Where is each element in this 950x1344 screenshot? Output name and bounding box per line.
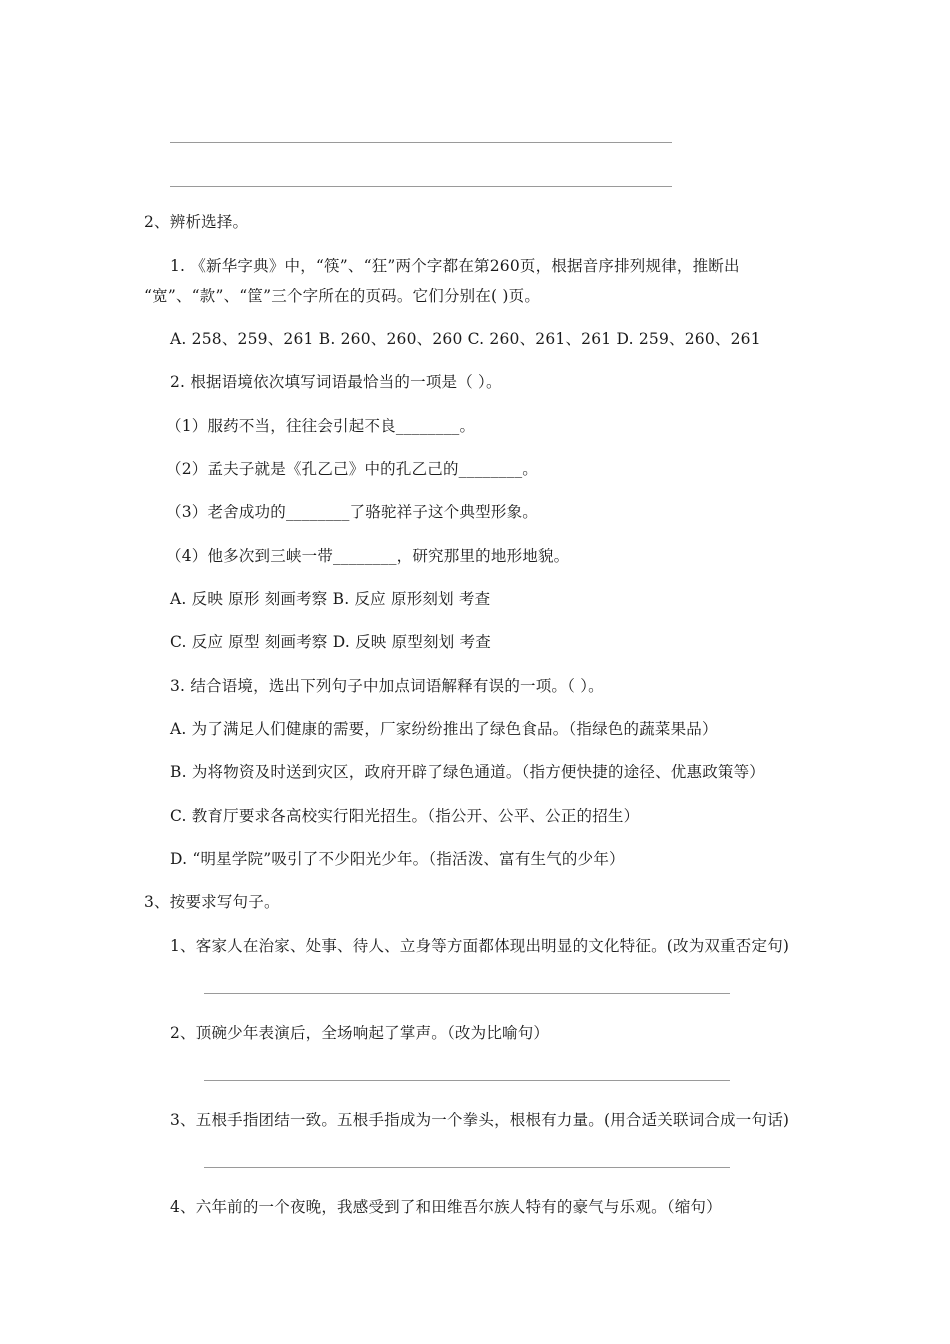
q2-item-3: （3）老舍成功的________了骆驼祥子这个典型形象。 bbox=[166, 503, 538, 521]
q3-option-d: D. “明星学院”吸引了不少阳光少年。（指活泼、富有生气的少年） bbox=[170, 850, 625, 868]
section-2-heading: 2、辨析选择。 bbox=[144, 213, 249, 231]
q1-line2: “宽”、“款”、“筐”三个字所在的页码。它们分别在( )页。 bbox=[144, 287, 541, 305]
section-3-heading: 3、按要求写句子。 bbox=[144, 893, 280, 911]
s3-item-1: 1、客家人在治家、处事、待人、立身等方面都体现出明显的文化特征。(改为双重否定句) bbox=[170, 937, 790, 955]
s3-answer-line-1[interactable] bbox=[204, 993, 730, 994]
s3-item-2: 2、顶碗少年表演后，全场响起了掌声。（改为比喻句） bbox=[170, 1024, 550, 1042]
q1-line1: 1. 《新华字典》中，“筷”、“狂”两个字都在第260页，根据音序排列规律，推断出 bbox=[170, 257, 740, 275]
q3-stem: 3. 结合语境，选出下列句子中加点词语解释有误的一项。（ ）。 bbox=[170, 677, 604, 695]
s3-item-4: 4、六年前的一个夜晚，我感受到了和田维吾尔族人特有的豪气与乐观。（缩句） bbox=[170, 1198, 722, 1216]
answer-line-top-2 bbox=[170, 186, 672, 187]
q2-item-4: （4）他多次到三峡一带________，研究那里的地形地貌。 bbox=[166, 547, 570, 565]
q2-options-row2: C. 反应 原型 刻画考察 D. 反映 原型刻划 考查 bbox=[170, 633, 491, 651]
s3-answer-line-3[interactable] bbox=[204, 1167, 730, 1168]
s3-item-3: 3、五根手指团结一致。五根手指成为一个拳头，根根有力量。(用合适关联词合成一句话) bbox=[170, 1111, 790, 1129]
s3-answer-line-2[interactable] bbox=[204, 1080, 730, 1081]
q2-item-1: （1）服药不当，往往会引起不良________。 bbox=[166, 417, 476, 435]
q3-option-c: C. 教育厅要求各高校实行阳光招生。（指公开、公平、公正的招生） bbox=[170, 807, 640, 825]
q2-item-2: （2）孟夫子就是《孔乙己》中的孔乙己的________。 bbox=[166, 460, 538, 478]
q2-stem: 2. 根据语境依次填写词语最恰当的一项是（ ）。 bbox=[170, 373, 502, 391]
q3-option-a: A. 为了满足人们健康的需要，厂家纷纷推出了绿色食品。（指绿色的蔬菜果品） bbox=[170, 720, 718, 738]
q1-options: A. 258、259、261 B. 260、260、260 C. 260、261、261 D. 259、260、261 bbox=[170, 330, 761, 348]
q3-option-b: B. 为将物资及时送到灾区，政府开辟了绿色通道。（指方便快捷的途径、优惠政策等） bbox=[170, 763, 765, 781]
answer-line-top-1 bbox=[170, 142, 672, 143]
q2-options-row1: A. 反映 原形 刻画考察 B. 反应 原形刻划 考查 bbox=[170, 590, 491, 608]
